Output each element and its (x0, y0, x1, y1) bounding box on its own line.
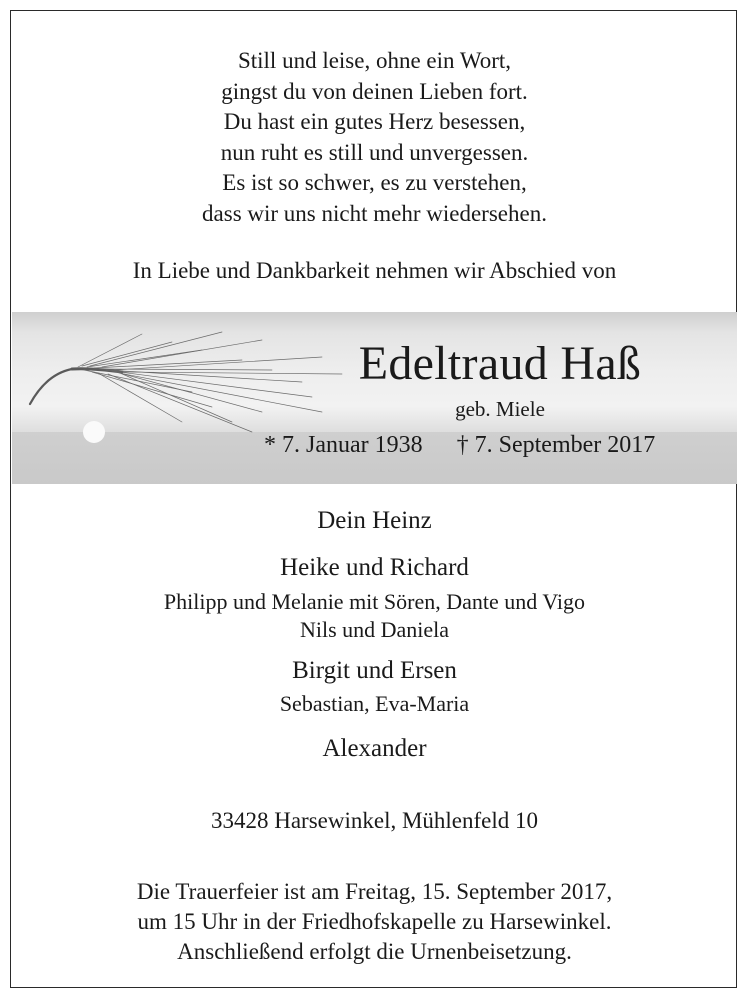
sun-icon (83, 421, 105, 443)
farewell-text: In Liebe und Dankbarkeit nehmen wir Abschied von (132, 258, 617, 283)
family-head: Alexander (322, 735, 427, 762)
birth-name: geb. Miele (455, 397, 545, 421)
poem-line: nun ruht es still und unvergessen. (220, 139, 529, 165)
family-head: Birgit und Ersen (292, 657, 457, 684)
poem-line: gingst du von deinen Lieben fort. (221, 78, 528, 104)
deceased-name: Edeltraud Haß (358, 337, 642, 390)
service-line: Anschließend erfolgt die Urnenbeisetzung. (177, 939, 572, 964)
family-members: Nils und Daniela (299, 617, 450, 642)
service-line: um 15 Uhr in der Friedhofskapelle zu Harsewinkel. (137, 909, 612, 934)
poem-line: Du hast ein gutes Herz besessen, (223, 109, 526, 134)
family-head: Heike und Richard (280, 554, 469, 581)
poem-line: Es ist so schwer, es zu verstehen, (222, 170, 527, 195)
life-dates (264, 432, 655, 459)
family-members: Philipp und Melanie mit Sören, Dante und Vigo (163, 589, 586, 614)
service-line: Die Trauerfeier ist am Freitag, 15. September 2017, (136, 879, 613, 904)
family-members: Sebastian, Eva-Maria (279, 691, 470, 716)
death-date: † 7. September 2017 (456, 432, 656, 458)
poem (0, 46, 749, 229)
poem-line: Still und leise, ohne ein Wort, (237, 48, 512, 73)
spouse-name: Dein Heinz (317, 507, 432, 534)
service-info (0, 877, 749, 967)
birth-date: * 7. Januar 1938 (264, 432, 423, 458)
address: 33428 Harsewinkel, Mühlenfeld 10 (210, 808, 539, 833)
poem-line: dass wir uns nicht mehr wiedersehen. (202, 200, 547, 226)
